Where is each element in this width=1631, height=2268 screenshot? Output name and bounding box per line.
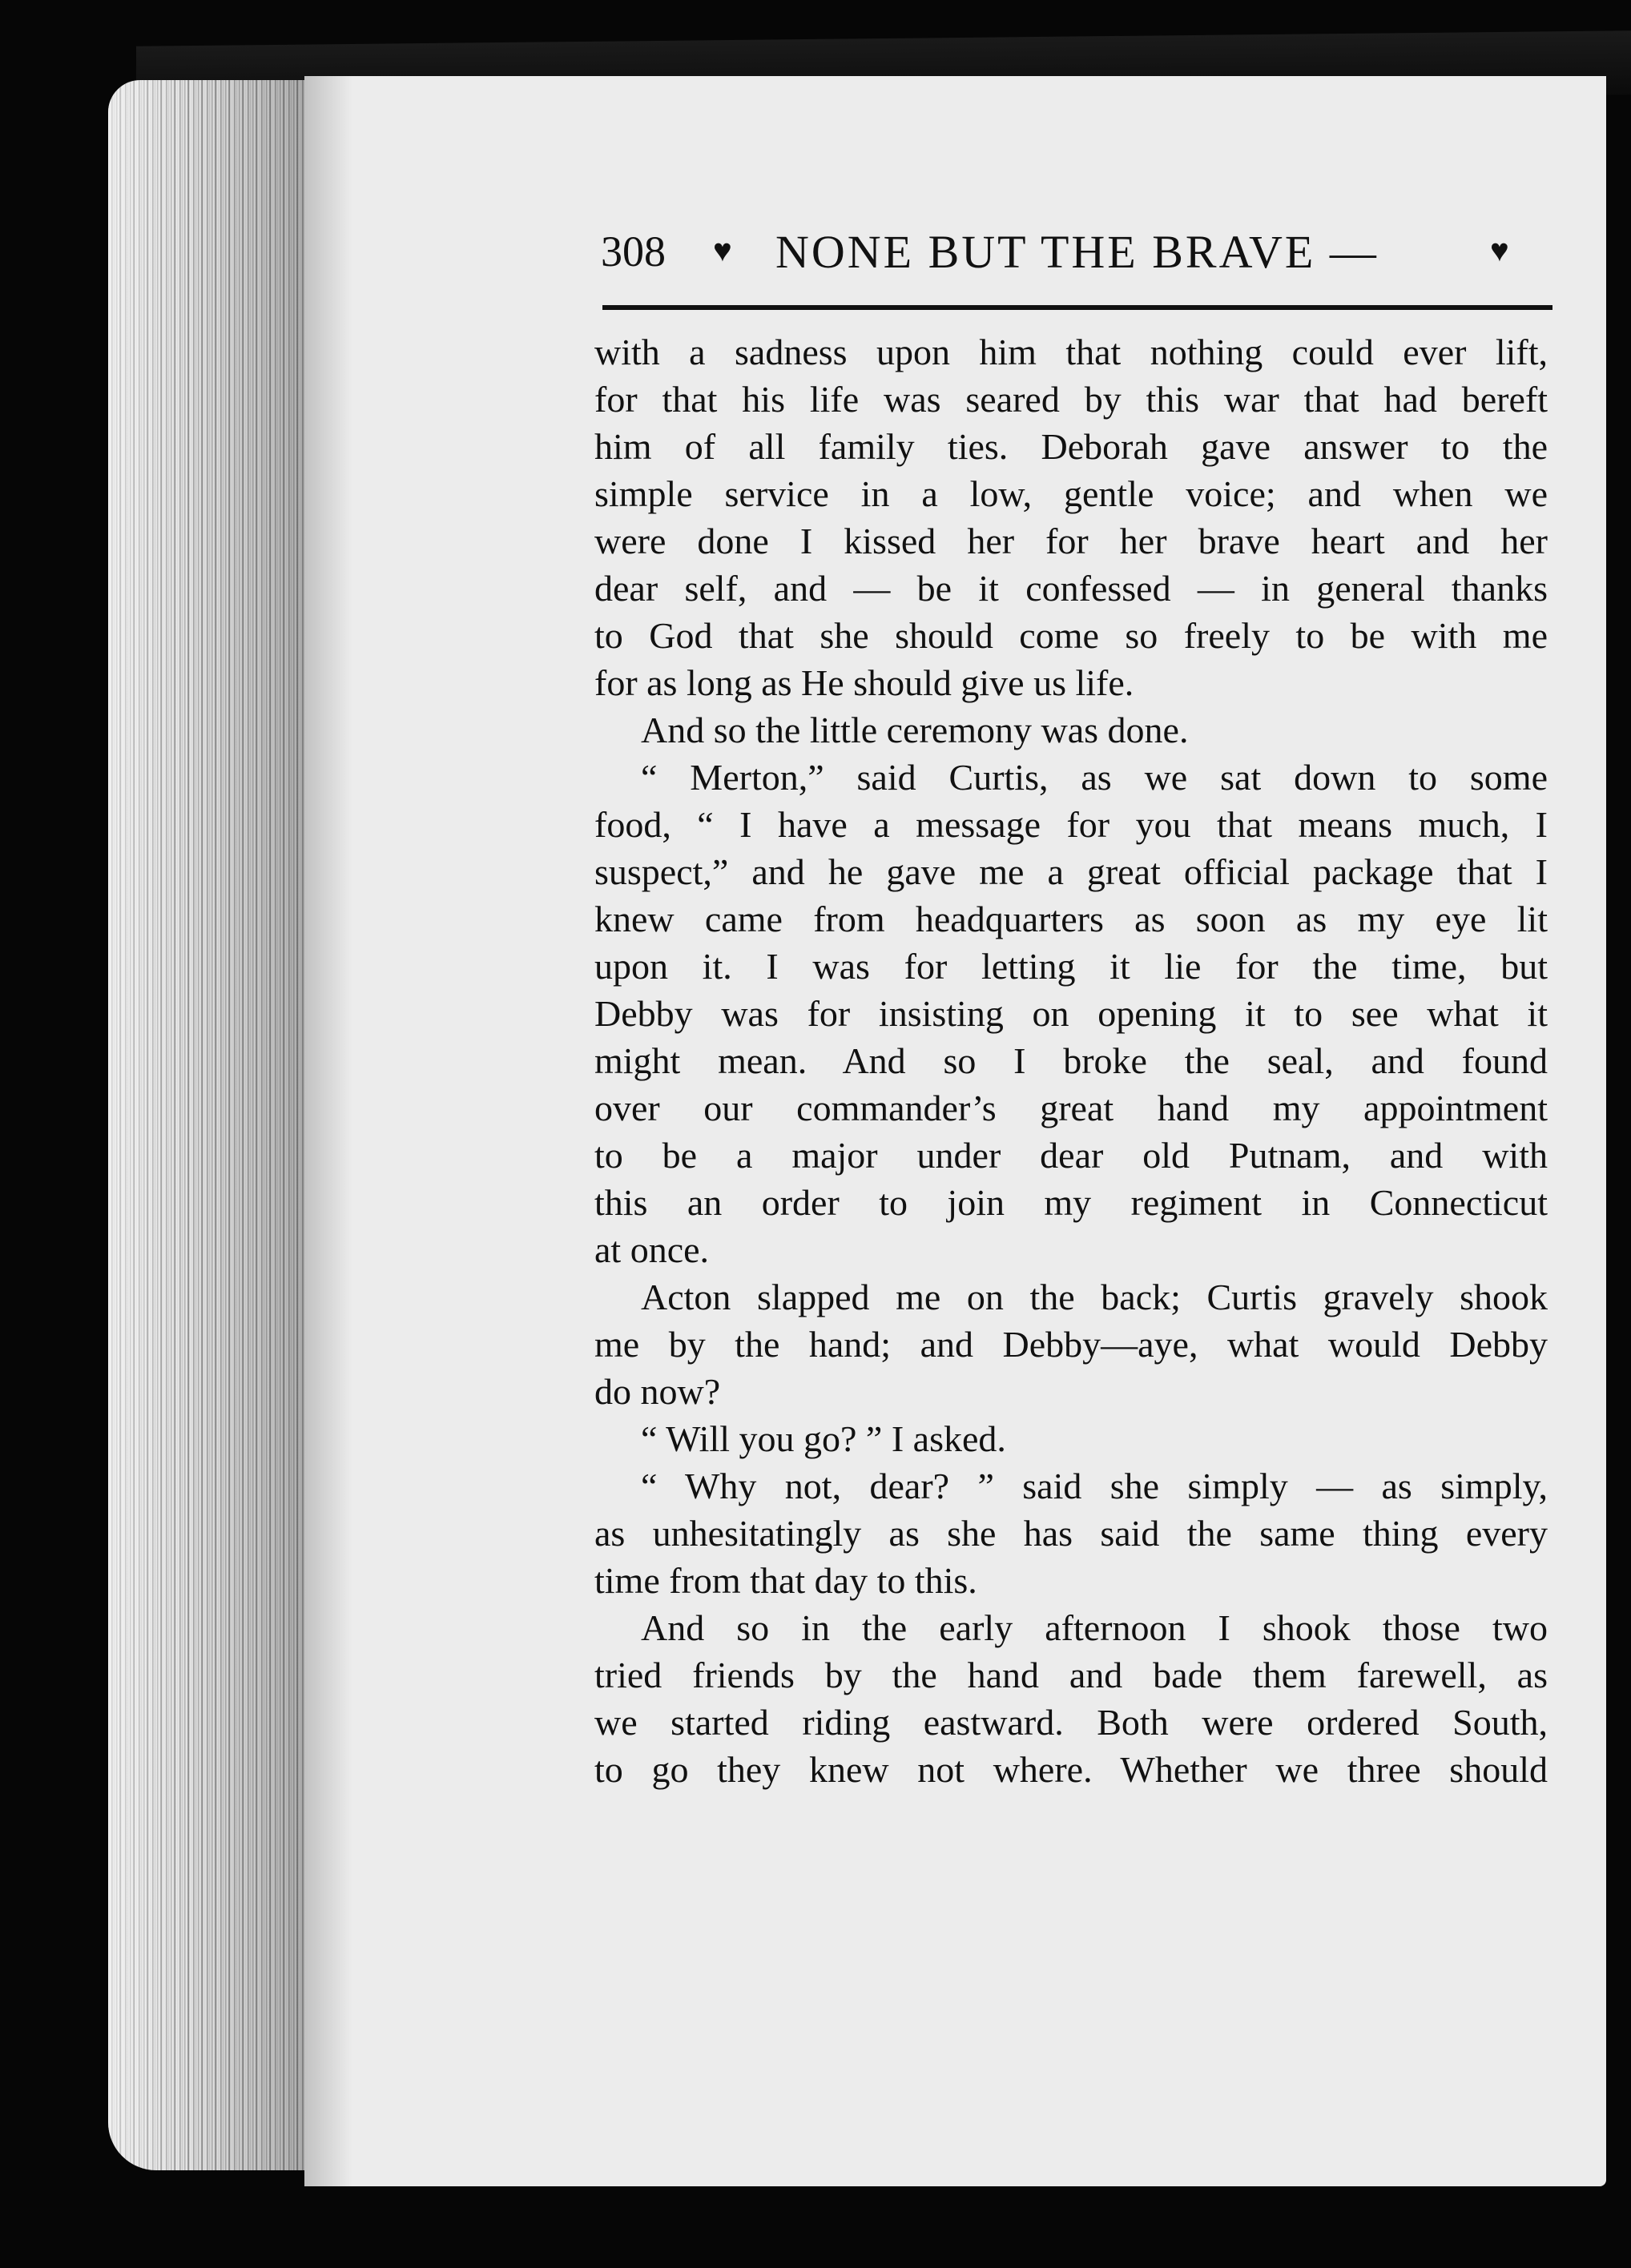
text-line: upon it. I was for letting it lie for the time, but [594,946,1548,987]
heart-ornament-icon: ♥ [713,232,735,268]
text-line: Debby was for insisting on opening it to see what it [594,993,1548,1034]
text-line: And so the little ceremony was done. [641,710,1189,750]
heart-ornament-icon: ♥ [1490,232,1512,268]
text-line: as unhesitatingly as she has said the same thing every [594,1513,1548,1554]
text-line: time from that day to this. [594,1560,977,1601]
text-line: to God that she should come so freely to be with me [594,615,1548,656]
page-number: 308 [601,227,666,275]
text-line: knew came from headquarters as soon as my eye lit [594,899,1548,939]
running-header [601,220,1554,292]
text-line: were done I kissed her for her brave heart and her [594,521,1548,561]
text-line: over our commander’s great hand my appointment [594,1088,1548,1128]
header-rule [602,305,1552,310]
text-line: dear self, and — be it confessed — in general thanks [594,568,1548,609]
text-line: Acton slapped me on the back; Curtis gravely shook [641,1277,1548,1317]
text-line: do now? [594,1371,721,1412]
body-text [594,328,1548,1793]
text-line: me by the hand; and Debby—aye, what would Debby [594,1324,1548,1365]
running-title: NONE BUT THE BRAVE — [775,226,1379,278]
text-line: with a sadness upon him that nothing could ever lift, [594,332,1548,372]
text-line: “ Merton,” said Curtis, as we sat down to some [641,757,1548,798]
text-line: to be a major under dear old Putnam, and with [594,1135,1548,1176]
text-line: for as long as He should give us life. [594,662,1134,703]
text-line: him of all family ties. Deborah gave answer to the [594,426,1548,467]
text-line: might mean. And so I broke the seal, and found [594,1040,1548,1081]
text-line: this an order to join my regiment in Connecticut [594,1182,1548,1223]
page-gutter-shadow [304,76,352,2186]
text-line: food, “ I have a message for you that means much, I [594,804,1548,845]
text-line: tried friends by the hand and bade them farewell, as [594,1655,1548,1695]
text-line: to go they knew not where. Whether we three should [594,1749,1548,1790]
text-line: suspect,” and he gave me a great official package that I [594,851,1548,892]
text-line: “ Will you go? ” I asked. [641,1418,1006,1459]
text-line: “ Why not, dear? ” said she simply — as simply, [641,1466,1548,1506]
text-line: simple service in a low, gentle voice; and when we [594,473,1548,514]
text-line: And so in the early afternoon I shook those two [641,1607,1548,1648]
text-line: for that his life was seared by this war that had bereft [594,379,1548,420]
text-line: we started riding eastward. Both were ordered South, [594,1702,1548,1743]
text-line: at once. [594,1229,710,1270]
